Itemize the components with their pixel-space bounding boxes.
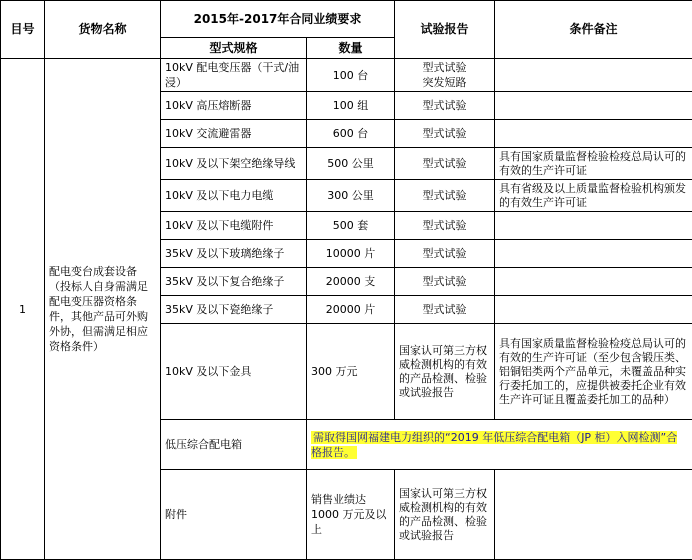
report-cell: 型式试验 bbox=[395, 212, 495, 240]
spec-cell: 10kV 及以下架空绝缘导线 bbox=[161, 148, 307, 180]
qty-cell: 500 公里 bbox=[307, 148, 395, 180]
header-notes: 条件备注 bbox=[495, 1, 692, 59]
goods-name: 配电变台成套设备（投标人自身需满足配电变压器资格条件，其他产品可外购外协，但需满足相应资格条件） bbox=[45, 59, 161, 560]
qty-cell: 100 台 bbox=[307, 59, 395, 92]
header-performance: 2015年-2017年合同业绩要求 bbox=[161, 1, 395, 38]
notes-cell bbox=[495, 59, 692, 92]
qty-cell: 销售业绩达1000 万元及以上 bbox=[307, 470, 395, 560]
notes-cell bbox=[495, 296, 692, 324]
report-cell: 国家认可第三方权威检测机构的有效的产品检测、检验或试验报告 bbox=[395, 470, 495, 560]
spec-cell: 低压综合配电箱 bbox=[161, 420, 307, 470]
notes-cell bbox=[495, 240, 692, 268]
qty-cell: 300 公里 bbox=[307, 180, 395, 212]
report-cell: 型式试验 bbox=[395, 240, 495, 268]
report-cell: 型式试验 bbox=[395, 148, 495, 180]
notes-cell bbox=[495, 470, 692, 560]
notes-cell: 具有省级及以上质量监督检验机构颁发的有效生产许可证 bbox=[495, 180, 692, 212]
spec-cell: 35kV 及以下复合绝缘子 bbox=[161, 268, 307, 296]
notes-cell bbox=[495, 120, 692, 148]
qty-cell: 10000 片 bbox=[307, 240, 395, 268]
spec-cell: 10kV 交流避雷器 bbox=[161, 120, 307, 148]
report-cell: 型式试验 bbox=[395, 92, 495, 120]
report-cell: 型式试验 突发短路 bbox=[395, 59, 495, 92]
notes-cell bbox=[495, 268, 692, 296]
header-qty: 数量 bbox=[307, 38, 395, 59]
notes-cell bbox=[495, 212, 692, 240]
spec-cell: 35kV 及以下瓷绝缘子 bbox=[161, 296, 307, 324]
qty-cell: 300 万元 bbox=[307, 324, 395, 420]
qty-cell: 600 台 bbox=[307, 120, 395, 148]
highlighted-requirement: 需取得国网福建电力组织的“2019 年低压综合配电箱（JP 柜）入网检测”合格报告。 bbox=[311, 431, 677, 459]
spec-cell: 10kV 及以下电力电缆 bbox=[161, 180, 307, 212]
spec-cell: 10kV 及以下电缆附件 bbox=[161, 212, 307, 240]
report-cell: 型式试验 bbox=[395, 268, 495, 296]
notes-cell: 具有国家质量监督检验检疫总局认可的有效的生产许可证 bbox=[495, 148, 692, 180]
report-cell: 国家认可第三方权威检测机构的有效的产品检测、检验或试验报告 bbox=[395, 324, 495, 420]
header-spec: 型式规格 bbox=[161, 38, 307, 59]
header-test-report: 试验报告 bbox=[395, 1, 495, 59]
qty-cell: 500 套 bbox=[307, 212, 395, 240]
spec-cell: 10kV 及以下金具 bbox=[161, 324, 307, 420]
qty-cell: 20000 片 bbox=[307, 296, 395, 324]
qty-cell: 20000 支 bbox=[307, 268, 395, 296]
item-number: 1 bbox=[1, 59, 45, 560]
notes-cell bbox=[495, 92, 692, 120]
header-row bbox=[1, 1, 692, 38]
header-goods-name: 货物名称 bbox=[45, 1, 161, 59]
report-cell: 型式试验 bbox=[395, 296, 495, 324]
lv-box-note-cell bbox=[307, 420, 692, 470]
spec-cell: 附件 bbox=[161, 470, 307, 560]
notes-cell: 具有国家质量监督检验检疫总局认可的有效的生产许可证（至少包含锻压类、铝铜铝类两个产品单元，未覆盖品种实行委托加工的，应提供被委托企业有效生产许可证且覆盖委托加工的品种） bbox=[495, 324, 692, 420]
spec-cell: 10kV 配电变压器（干式/油浸） bbox=[161, 59, 307, 92]
qty-cell: 100 组 bbox=[307, 92, 395, 120]
report-cell: 型式试验 bbox=[395, 180, 495, 212]
spec-cell: 35kV 及以下玻璃绝缘子 bbox=[161, 240, 307, 268]
table-row bbox=[1, 59, 692, 92]
spec-cell: 10kV 高压熔断器 bbox=[161, 92, 307, 120]
report-cell: 型式试验 bbox=[395, 120, 495, 148]
header-item-no: 目号 bbox=[1, 1, 45, 59]
